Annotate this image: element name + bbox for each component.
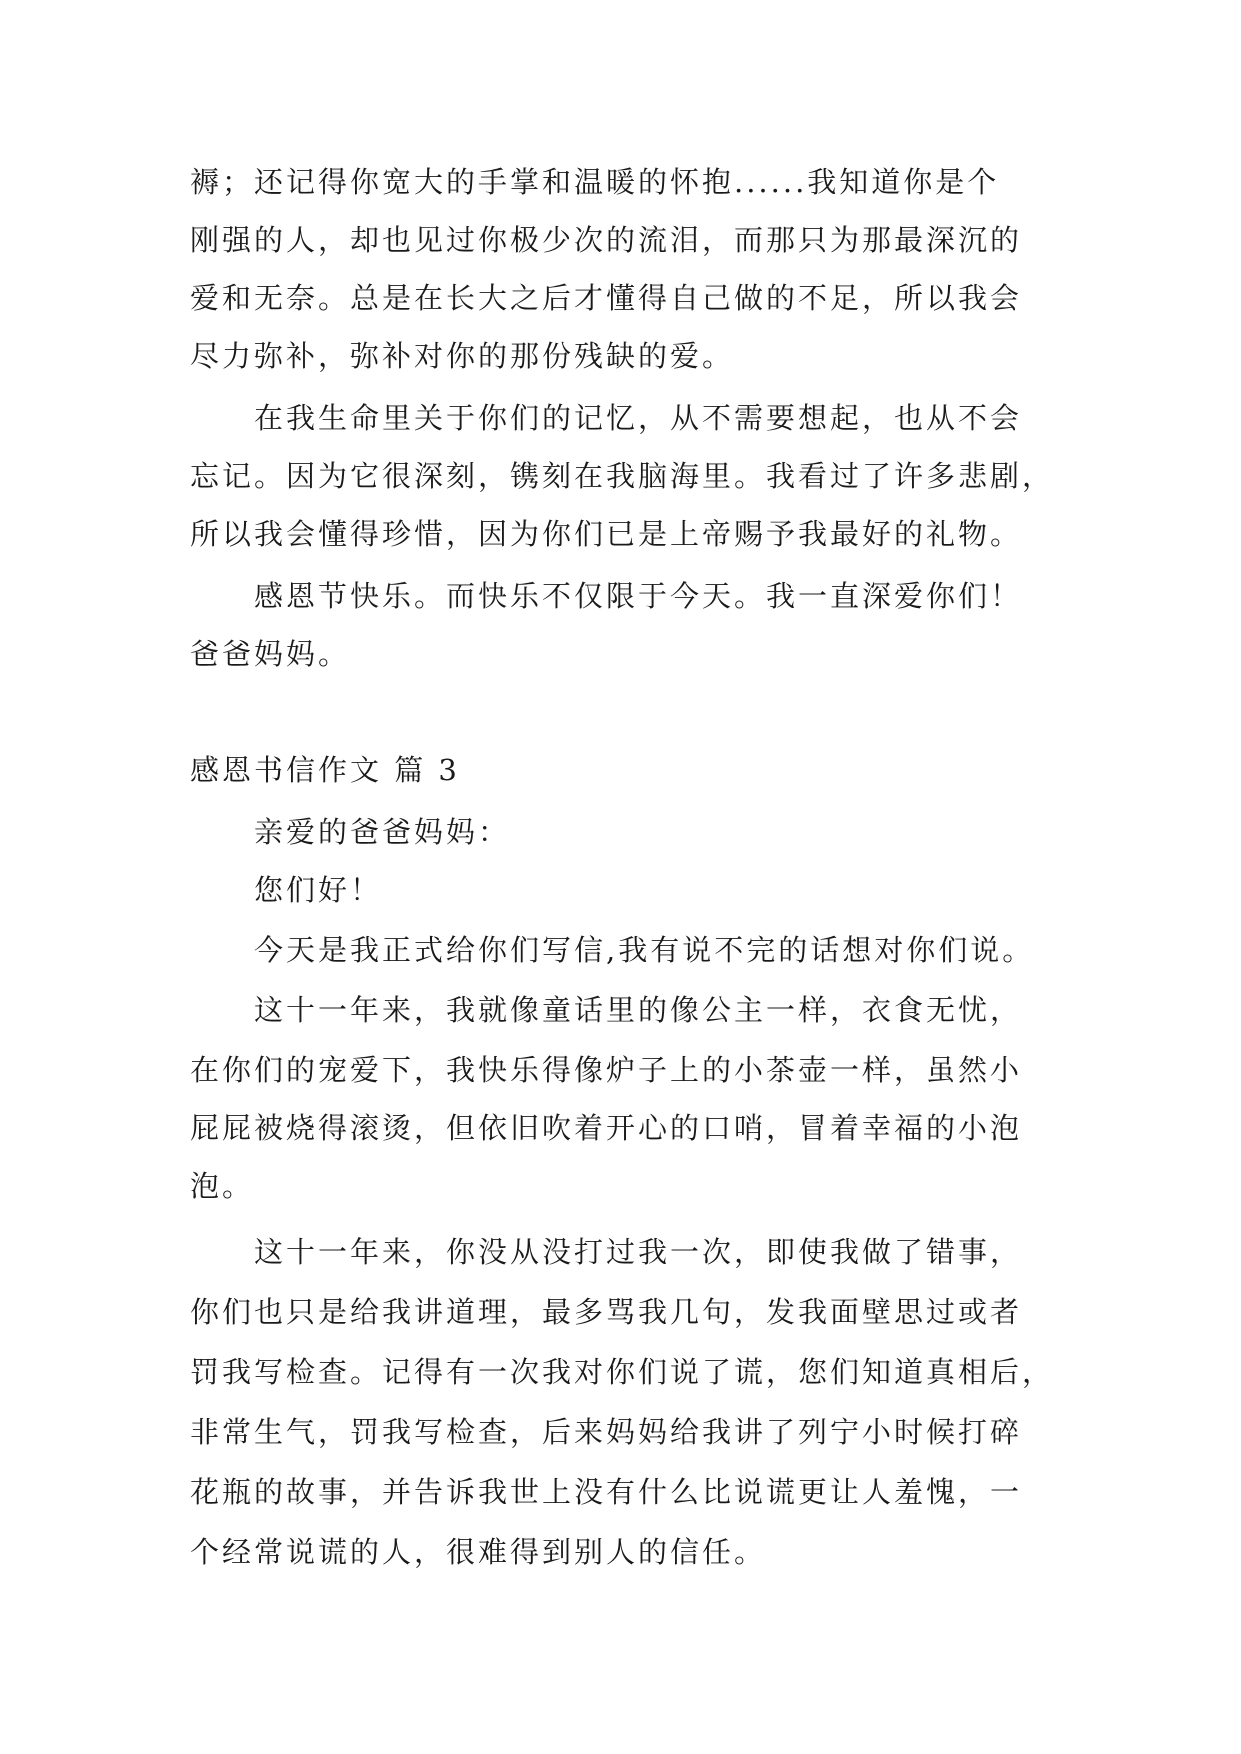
paragraph-line: 爱和无奈。总是在长大之后才懂得自己做的不足，所以我会 xyxy=(190,281,1023,315)
paragraph-line: 褥；还记得你宽大的手掌和温暖的怀抱......我知道你是个 xyxy=(190,165,1000,199)
paragraph-line: 忘记。因为它很深刻，镌刻在我脑海里。我看过了许多悲剧， xyxy=(190,459,1055,493)
paragraph-line: 非常生气，罚我写检查，后来妈妈给我讲了列宁小时候打碎 xyxy=(190,1415,1023,1449)
paragraph-line: 尽力弥补，弥补对你的那份残缺的爱。 xyxy=(190,339,735,373)
paragraph-line: 这十一年来，我就像童话里的像公主一样，衣食无忧， xyxy=(254,993,1023,1027)
greeting: 您们好！ xyxy=(254,873,383,907)
paragraph-line: 个经常说谎的人，很难得到别人的信任。 xyxy=(190,1535,767,1569)
paragraph-line: 花瓶的故事，并告诉我世上没有什么比说谎更让人羞愧，一 xyxy=(190,1475,1023,1509)
paragraph-line: 罚我写检查。记得有一次我对你们说了谎，您们知道真相后， xyxy=(190,1355,1055,1389)
paragraph-line: 所以我会懂得珍惜，因为你们已是上帝赐予我最好的礼物。 xyxy=(190,517,1023,551)
paragraph-line: 刚强的人，却也见过你极少次的流泪，而那只为那最深沉的 xyxy=(190,223,1023,257)
paragraph-line: 爸爸妈妈。 xyxy=(190,637,351,671)
paragraph-line: 在我生命里关于你们的记忆，从不需要想起，也从不会 xyxy=(254,401,1023,435)
paragraph-line: 今天是我正式给你们写信,我有说不完的话想对你们说。 xyxy=(254,933,1035,967)
paragraph-line: 这十一年来，你没从没打过我一次，即使我做了错事， xyxy=(254,1235,1023,1269)
paragraph-line: 感恩节快乐。而快乐不仅限于今天。我一直深爱你们！ xyxy=(254,579,1023,613)
paragraph-line: 在你们的宠爱下，我快乐得像炉子上的小茶壶一样，虽然小 xyxy=(190,1053,1023,1087)
salutation: 亲爱的爸爸妈妈： xyxy=(254,815,511,849)
paragraph-line: 你们也只是给我讲道理，最多骂我几句，发我面壁思过或者 xyxy=(190,1295,1023,1329)
paragraph-line: 泡。 xyxy=(190,1169,255,1203)
section-heading: 感恩书信作文 篇 3 xyxy=(190,753,460,787)
paragraph-line: 屁屁被烧得滚烫，但依旧吹着开心的口哨，冒着幸福的小泡 xyxy=(190,1111,1023,1145)
